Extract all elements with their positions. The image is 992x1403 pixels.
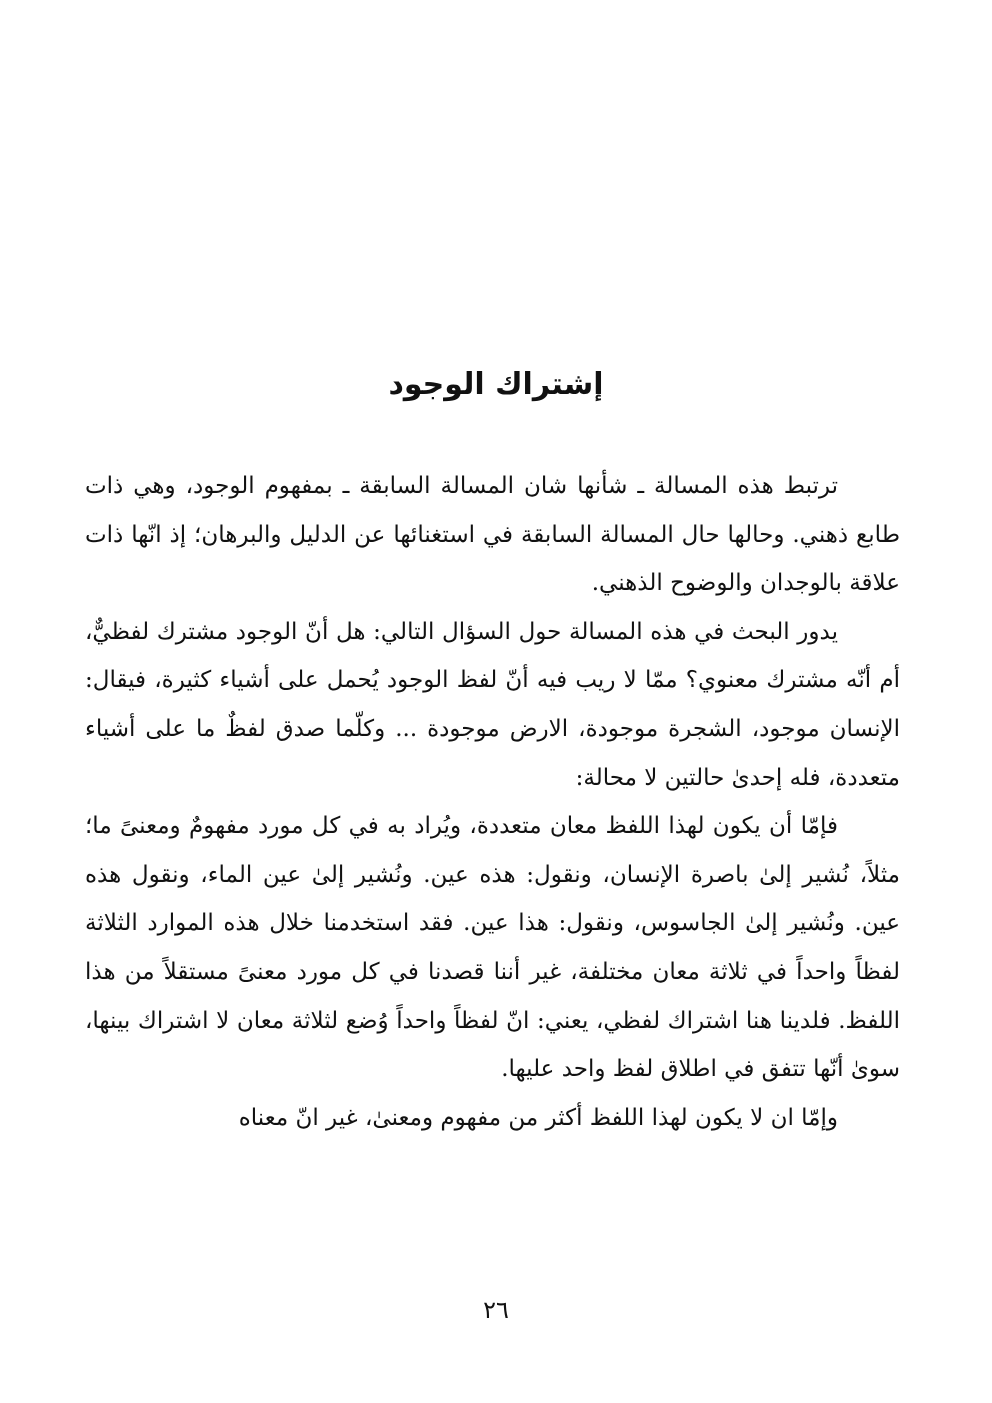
chapter-title: إشتراك الوجود <box>388 367 604 402</box>
page-number: ٢٦ <box>483 1296 509 1324</box>
paragraph-4: وإمّا ان لا يكون لهذا اللفظ أكثر من مفهوم ومعنىٰ، غير انّ معناه <box>238 1104 838 1131</box>
paragraph-3: فإمّا أن يكون لهذا اللفظ معان متعددة، ويُراد به في كل مورد مفهومٌ ومعنىً ما؛ مثلاً، نُشير إلىٰ باصرة الإنسان، ونقول: هذه عين. ونُشير إلىٰ عين الماء، ونقول هذه عين. ونُشير إلىٰ الجاسوس، ونقول: هذا عين. فقد استخدمنا خلال هذه الموارد الثلاثة لفظاً واحداً في ثلاثة معان مختلفة، غير أننا قصدنا في كل مورد معنىً مستقلاً من هذا اللفظ. فلدينا هنا اشتراك لفظي، يعني: انّ لفظاً واحداً وُضع لثلاثة معان لا اشتراك بينها، سوىٰ أنّها تتفق في اطلاق لفظ واحد عليها. <box>85 813 900 1083</box>
paragraph-2: يدور البحث في هذه المسالة حول السؤال التالي: هل أنّ الوجود مشترك لفظيٌّ، أم أنّه مشترك معنوي؟ ممّا لا ريب فيه أنّ لفظ الوجود يُحمل على أشياء كثيرة، فيقال: الإنسان موجود، الشجرة موجودة، الارض موجودة ... وكلّما صدق لفظٌ ما على أشياء متعددة، فله إحدىٰ حالتين لا محالة: <box>85 618 900 791</box>
body-text <box>85 462 900 1142</box>
paragraph-1: ترتبط هذه المسالة ـ شأنها شان المسالة السابقة ـ بمفهوم الوجود، وهي ذات طابع ذهني. وحالها حال المسالة السابقة في استغنائها عن الدليل والبرهان؛ إذ انّها ذات علاقة بالوجدان والوضوح الذهني. <box>85 473 900 597</box>
